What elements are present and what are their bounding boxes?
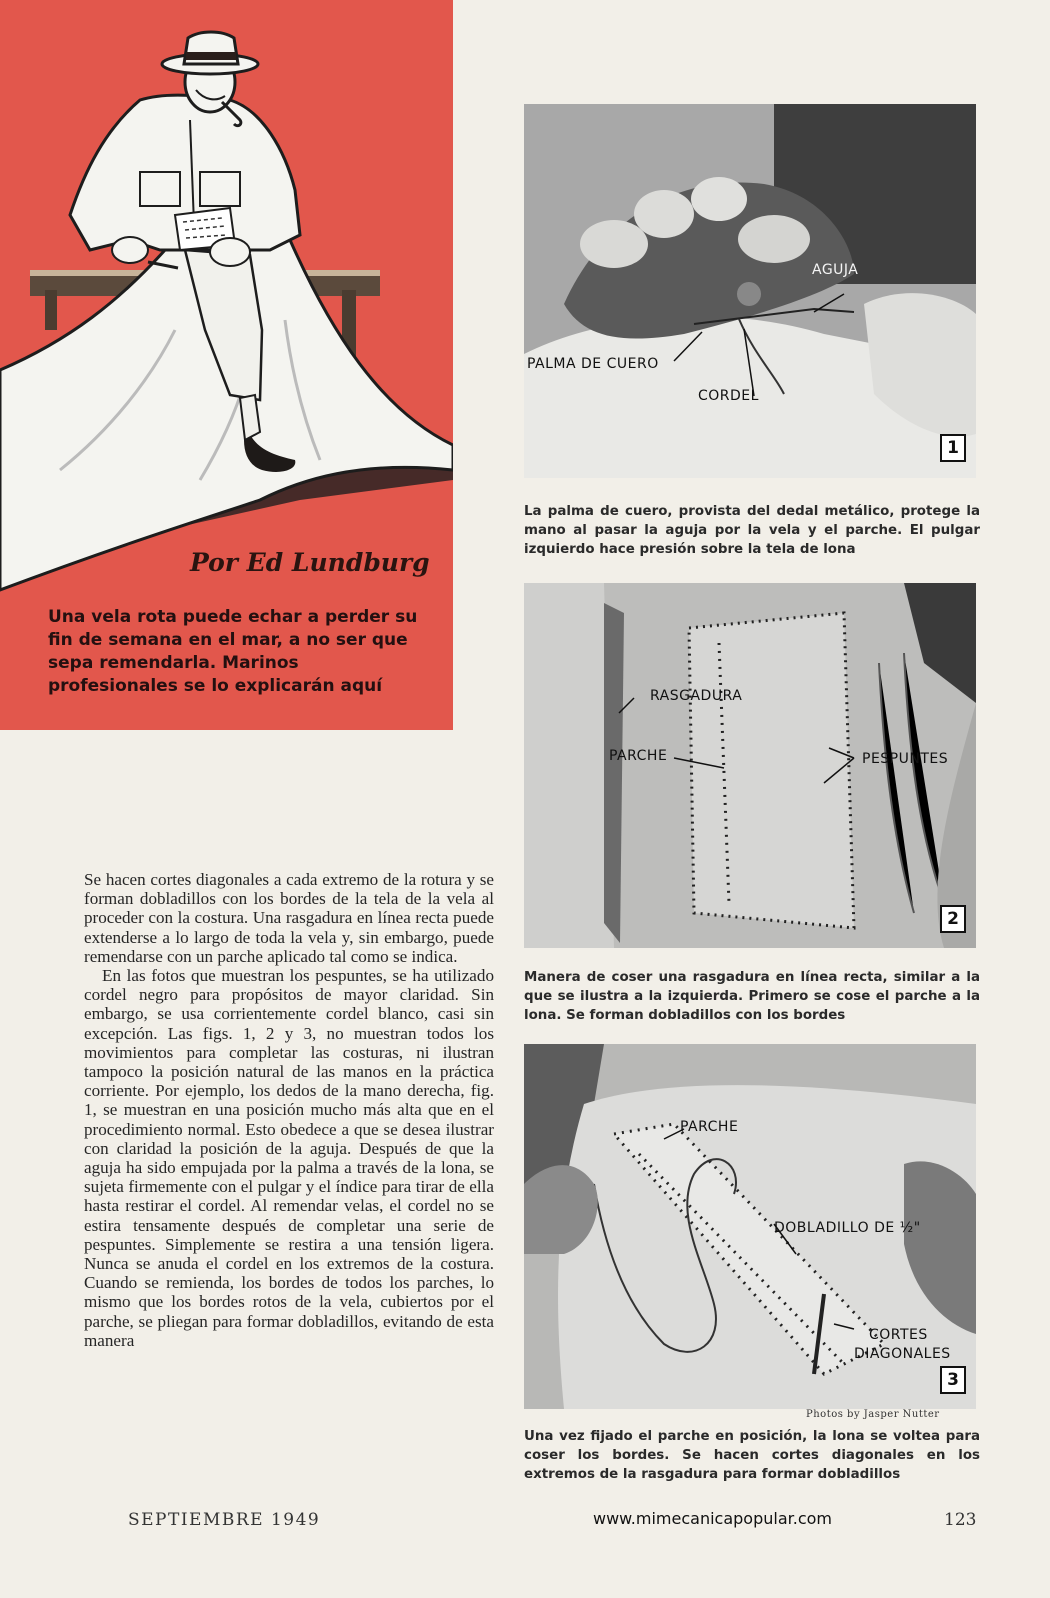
figure-number-3: 3	[940, 1366, 966, 1394]
body-paragraph: Se hacen cortes diagonales a cada extremo de la rotura y se forman dobladillos con los bordes de la tela de la vela al proceder con la costura. Una rasgadura en línea recta puede extenderse a lo largo de toda la vela y, sin embargo, puede remendarse con un parche aplicado tal como se indica.	[84, 870, 494, 966]
footer-url[interactable]: www.mimecanicapopular.com	[593, 1509, 832, 1528]
label-diagonales: DIAGONALES	[854, 1346, 951, 1362]
figure-3-photo	[524, 1044, 976, 1409]
body-paragraph: En las fotos que muestran los pespuntes, se ha utilizado cordel negro para propósitos de mayor claridad. Sin embargo, se usa corrientemente cordel blanco, casi sin excepción. Las figs. 1, 2 y 3, no muestran todos los movimientos para completar las costuras, ni ilustran tampoco la posición natural de las manos en la práctica corriente. Por ejemplo, los dedos de la mano derecha, fig. 1, se muestran en una posición mucho más alta que en el procedimiento normal. Esto obedece a que se desea ilustrar con claridad la posición de la aguja. Después de que la aguja ha sido empujada por la palma a través de la lona, se sujeta firmemente con el pulgar y el índice para tirar de ella hasta restirar el cordel. Al remendar velas, el cordel no se estira tensamente después de completar una serie de pespuntes. Simplemente se restira a una tensión ligera. Nunca se anuda el cordel en los extremos de la costura. Cuando se remienda, los bordes de todos los parches, lo mismo que los bordes rotos de la vela, cubiertos por el parche, se pliegan para formar dobladillos, evitando de esta manera	[84, 966, 494, 1350]
label-cordel: CORDEL	[698, 388, 759, 404]
figure-number-2: 2	[940, 905, 966, 933]
label-parche: PARCHE	[680, 1119, 739, 1135]
figure-number-1: 1	[940, 434, 966, 462]
label-cortes: CORTES	[869, 1327, 928, 1343]
label-pespuntes: PESPUNTES	[862, 751, 949, 767]
photo-credit: Photos by Jasper Nutter	[806, 1409, 940, 1420]
figure-3-caption: Una vez fijado el parche en posición, la lona se voltea para coser los bordes. Se hacen cortes diagonales en los extremos de la rasgadura para formar dobladillos	[524, 1429, 980, 1482]
footer-date: SEPTIEMBRE 1949	[128, 1510, 321, 1530]
label-rasgadura: RASGADURA	[650, 688, 743, 704]
title-panel	[0, 0, 453, 730]
figure-1-caption: La palma de cuero, provista del dedal metálico, protege la mano al pasar la aguja por la vela y el parche. El pulgar izquierdo hace presión sobre la tela de lona	[524, 504, 980, 557]
article-body	[84, 870, 494, 1350]
label-aguja: AGUJA	[812, 262, 859, 278]
label-palma-de-cuero: PALMA DE CUERO	[527, 356, 659, 372]
figure-1-photo	[524, 104, 976, 478]
figure-2-caption: Manera de coser una rasgadura en línea recta, similar a la que se ilustra a la izquierda. Primero se cose el parche a la lona. Se forman dobladillos con los bordes	[524, 970, 980, 1023]
article-deck: Una vela rota puede echar a perder su fin de semana en el mar, a no ser que sepa remendarla. Marinos profesionales se lo explicarán aquí	[48, 607, 418, 696]
byline: Por Ed Lundburg	[190, 548, 430, 577]
figure-2-photo	[524, 583, 976, 948]
label-parche: PARCHE	[609, 748, 668, 764]
label-dobladillo: DOBLADILLO DE ½"	[774, 1220, 921, 1236]
page-number: 123	[944, 1510, 977, 1530]
